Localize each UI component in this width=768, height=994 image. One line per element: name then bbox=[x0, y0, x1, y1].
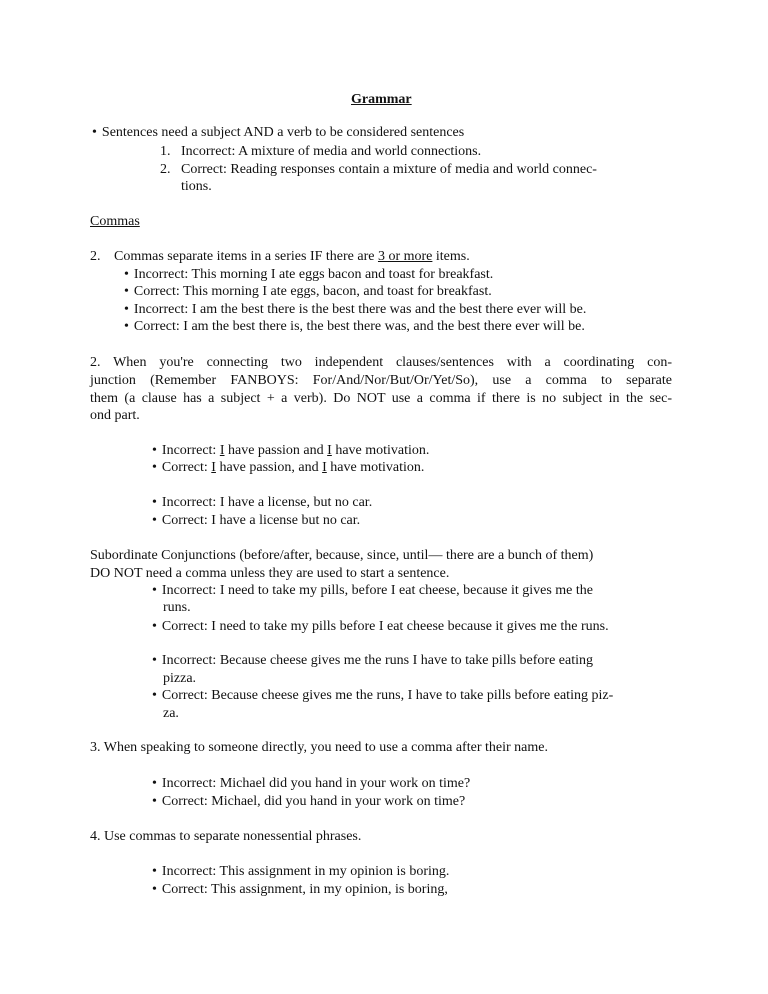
list-item: • Correct: This assignment, in my opinion, is boring, bbox=[152, 881, 448, 899]
rule-number: 2. bbox=[90, 249, 101, 264]
list-item: • Correct: I have a license but no car. bbox=[152, 512, 360, 530]
list-item-cont: za. bbox=[163, 706, 179, 721]
paragraph-line: junction (Remember FANBOYS: For/And/Nor/But/Or/Yet/So), use a comma to separate bbox=[90, 373, 672, 388]
subject-emphasis: I bbox=[219, 443, 225, 458]
paragraph-line: DO NOT need a comma unless they are used to start a sentence. bbox=[90, 566, 450, 581]
section-heading-commas: Commas bbox=[90, 214, 140, 229]
list-item: • Incorrect: I need to take my pills, before I eat cheese, because it gives me the bbox=[152, 582, 593, 600]
intro-bullet: • Sentences need a subject AND a verb to be considered sentences bbox=[92, 124, 464, 142]
list-item bbox=[160, 161, 597, 179]
item-number: 2. bbox=[160, 162, 171, 177]
item-text: Incorrect: A mixture of media and world connections. bbox=[181, 144, 482, 159]
list-item: • Correct: I am the best there is, the best there was, and the best there ever will be. bbox=[124, 318, 585, 336]
rule-emphasis: 3 or more bbox=[377, 249, 433, 264]
example-text: have motivation. bbox=[331, 443, 430, 458]
list-item-cont: pizza. bbox=[163, 671, 197, 686]
list-item: • Incorrect: Michael did you hand in your work on time? bbox=[152, 775, 470, 793]
subject-emphasis: I bbox=[322, 460, 327, 475]
item-text: Correct: Reading responses contain a mixture of media and world connec- bbox=[181, 162, 597, 177]
list-item: • Correct: Because cheese gives me the runs, I have to take pills before eating piz- bbox=[152, 687, 613, 705]
list-item: • Correct: This morning I ate eggs, bacon, and toast for breakfast. bbox=[124, 283, 492, 301]
paragraph-line: ond part. bbox=[90, 408, 140, 423]
rule-nonessential: 4. Use commas to separate nonessential phrases. bbox=[90, 829, 362, 844]
list-item: • Incorrect: Because cheese gives me the runs I have to take pills before eating bbox=[152, 652, 593, 670]
paragraph-line: them (a clause has a subject + a verb). Do NOT use a comma if there is no subject in the sec- bbox=[90, 391, 672, 406]
page-title: Grammar bbox=[351, 92, 412, 107]
rule-direct: 3. When speaking to someone directly, you need to use a comma after their name. bbox=[90, 740, 548, 755]
example-label: Correct: bbox=[161, 460, 212, 475]
item-text-cont: tions. bbox=[181, 179, 212, 194]
list-item: • Correct: Michael, did you hand in your work on time? bbox=[152, 793, 465, 811]
paragraph-line: Subordinate Conjunctions (before/after, because, since, until— there are a bunch of them) bbox=[90, 548, 594, 563]
subject-emphasis: I bbox=[211, 460, 216, 475]
list-item: • Incorrect: This assignment in my opinion is boring. bbox=[152, 863, 449, 881]
example-text: have passion, and bbox=[215, 460, 323, 475]
list-item bbox=[152, 459, 424, 477]
item-number: 1. bbox=[160, 144, 171, 159]
list-item: • Incorrect: I have a license, but no car. bbox=[152, 494, 372, 512]
example-text: have passion and bbox=[224, 443, 328, 458]
list-item: • Incorrect: I am the best there is the best there was and the best there ever will be. bbox=[124, 301, 586, 319]
rule-text: Commas separate items in a series IF there are bbox=[114, 249, 378, 264]
list-item: • Correct: I need to take my pills before I eat cheese because it gives me the runs. bbox=[152, 618, 609, 636]
example-text: have motivation. bbox=[326, 460, 425, 475]
list-item: • Incorrect: This morning I ate eggs bacon and toast for breakfast. bbox=[124, 266, 493, 284]
example-label: Incorrect: bbox=[161, 443, 220, 458]
subject-emphasis: I bbox=[327, 443, 332, 458]
rule-text-end: items. bbox=[432, 249, 470, 264]
list-item-cont: runs. bbox=[163, 600, 191, 615]
list-item bbox=[160, 143, 481, 161]
rule-series bbox=[90, 248, 470, 266]
paragraph-line: 2. When you're connecting two independent clauses/sentences with a coordinating con- bbox=[90, 355, 672, 370]
list-item bbox=[152, 442, 429, 460]
